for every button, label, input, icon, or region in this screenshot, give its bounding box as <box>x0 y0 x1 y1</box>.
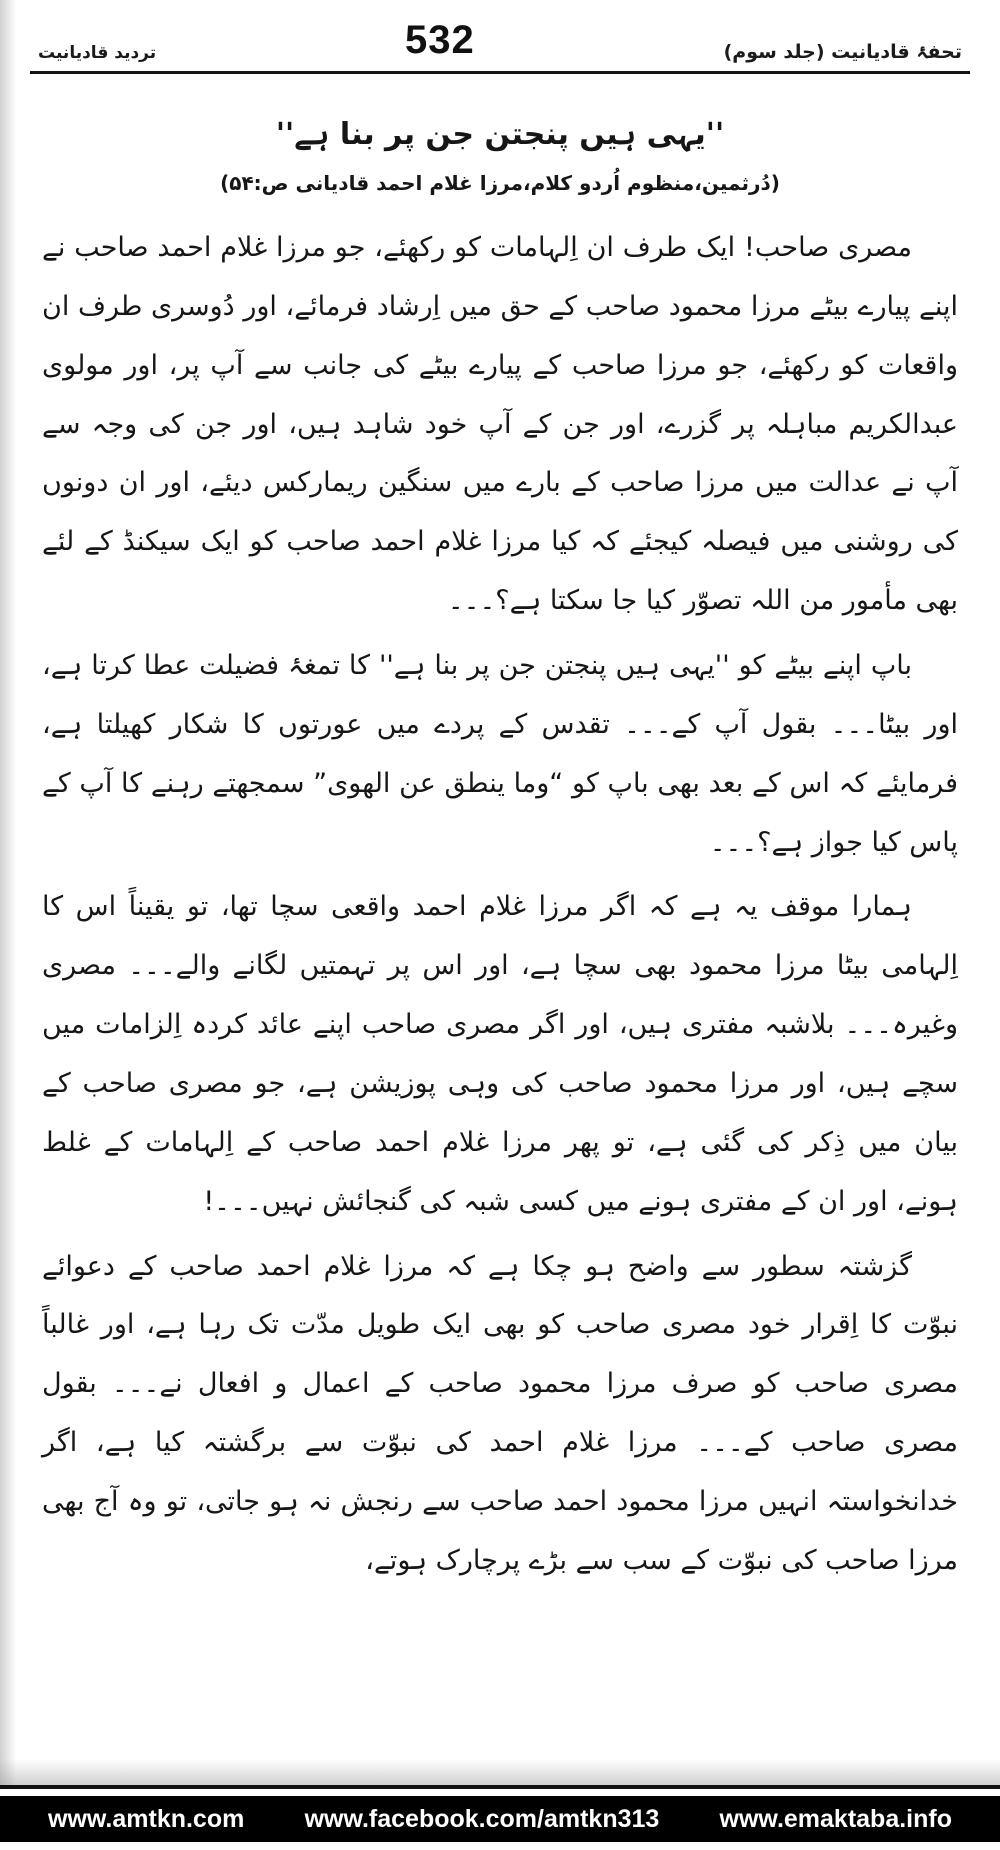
header-left-title: تردید قادیانیت <box>38 43 157 63</box>
footer-bottom-margin <box>0 1842 1000 1850</box>
header-right-title: تحفۂ قادیانیت (جلد سوم) <box>723 41 962 63</box>
paragraph: ہمارا موقف یہ ہے کہ اگر مرزا غلام احمد واقعی سچا تھا، تو یقیناً اس کا اِلہامی بیٹا مرزا محمود بھی سچا ہے، اور اس پر تہمتیں لگانے والے۔۔۔ مصری وغیرہ۔۔۔ بلاشبہ مفتری ہیں، اور اگر مصری صاحب اپنے عائد کردہ اِلزامات میں سچے ہیں، اور مرزا محمود صاحب کی وہی پوزیشن ہے، جو مصری صاحب کے بیان میں ذِکر کی گئی ہے، تو پھر مرزا غلام احمد صاحب کے اِلہامات کے غلط ہونے، اور ان کے مفتری ہونے میں کسی شبہ کی گنجائش نہیں۔۔۔! <box>42 891 958 1217</box>
scan-shadow-band <box>0 1759 1000 1785</box>
footer-link-facebook: www.facebook.com/amtkn313 <box>304 1804 660 1833</box>
paragraph: مصری صاحب! ایک طرف ان اِلہامات کو رکھئے، جو مرزا غلام احمد صاحب نے اپنے پیارے بیٹے مرزا محمود صاحب کے حق میں اِرشاد فرمائے، اور دُوسری طرف ان واقعات کو رکھئے، جو مرزا صاحب کے پیارے بیٹے کی جانب سے آپ پر، اور مولوی عبدالکریم مباہلہ پر گزرے، اور جن کے آپ خود شاہد ہیں، اور جن کی وجہ سے آپ نے عدالت میں مرزا صاحب کے بارے میں سنگین ریمارکس دیئے، اور ان دونوں کی روشنی میں فیصلہ کیجئے کہ کیا مرزا غلام احمد صاحب کو ایک سیکنڈ کے لئے بھی مأمور من اللہ تصوّر کیا جا سکتا ہے؟۔۔۔ <box>42 232 958 617</box>
page-header <box>0 0 1000 69</box>
page-number: 532 <box>405 18 475 62</box>
footer-link-emaktaba: www.emaktaba.info <box>719 1804 952 1833</box>
footer-link-website: www.amtkn.com <box>48 1804 245 1833</box>
footer-gap <box>0 1789 1000 1796</box>
paragraph: باپ اپنے بیٹے کو ''یہی ہیں پنجتن جن پر بنا ہے'' کا تمغۂ فضیلت عطا کرتا ہے، اور بیٹا۔۔۔ بقول آپ کے۔۔۔ تقدس کے پردے میں عورتوں کا شکار کھیلتا ہے، فرمایئے کہ اس کے بعد بھی باپ کو “وما ینطق عن الھوی” سمجھتے رہنے کا آپ کے پاس کیا جواز ہے؟۔۔۔ <box>42 650 958 858</box>
paragraph: گزشتہ سطور سے واضح ہو چکا ہے کہ مرزا غلام احمد صاحب کے دعوائے نبوّت کا اِقرار خود مصری صاحب کو بھی ایک طویل مدّت تک رہا ہے، اور غالباً مصری صاحب کو صرف مرزا محمود صاحب کے اعمال و افعال نے۔۔۔ بقول مصری صاحب کے۔۔۔ مرزا غلام احمد کی نبوّت سے برگشتہ کیا ہے، اگر خدانخواستہ انہیں مرزا محمود احمد صاحب سے رنجش نہ ہو جاتی، تو وہ آج بھی مرزا صاحب کی نبوّت کے سب سے بڑے پرچارک ہوتے، <box>42 1250 958 1576</box>
verse-quote: ''یہی ہیں پنجتن جن پر بنا ہے'' <box>275 117 725 152</box>
footer-links-bar <box>0 1796 1000 1842</box>
page-body <box>0 74 1000 1591</box>
page-footer <box>0 1759 1000 1850</box>
verse-citation: (دُرثمین،منظوم اُردو کلام،مرزا غلام احمد قادیانی ص:۵۴) <box>220 171 780 195</box>
